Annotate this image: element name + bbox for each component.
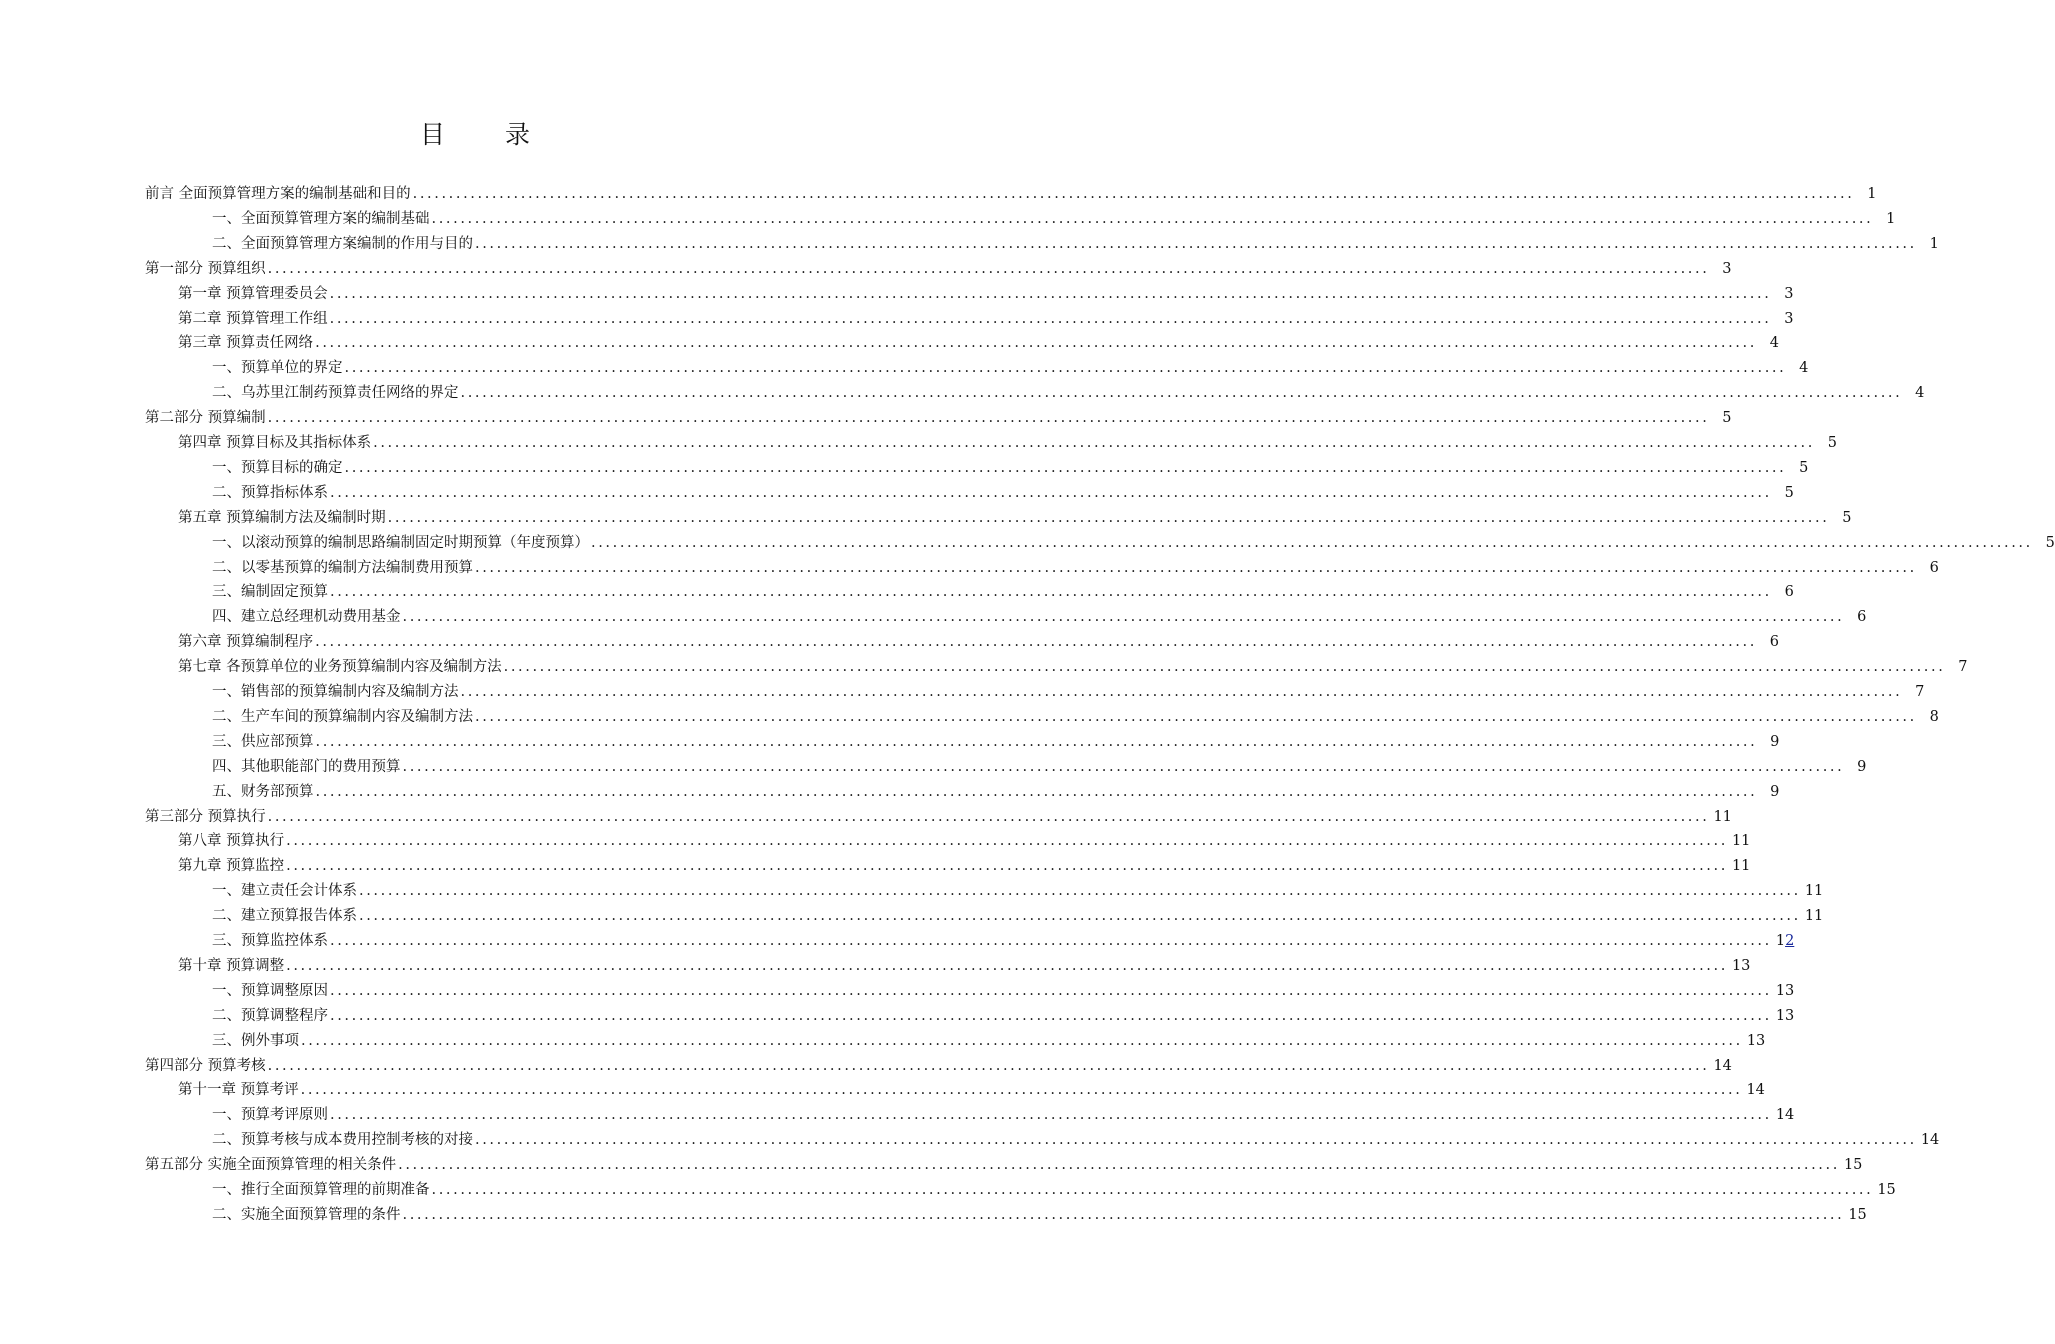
- dot-leader: ........................................................................................................................................................................................................: [267, 260, 1710, 277]
- toc-entry-title: 一、预算目标的确定: [212, 459, 343, 476]
- dot-leader: ........................................................................................................................................................................................................: [330, 584, 1772, 601]
- page-number-text: 4: [1915, 385, 1925, 402]
- page-number-text: 15: [1843, 1157, 1863, 1174]
- toc-page-number: [1776, 1005, 1794, 1027]
- toc-page-number: [2037, 532, 2055, 554]
- toc-page-number: [1848, 1204, 1866, 1226]
- dot-leader: ........................................................................................................................................................................................................: [301, 1032, 1743, 1049]
- toc-entry[interactable]: [145, 407, 1732, 429]
- dot-leader: ........................................................................................................................................................................................................: [286, 858, 1728, 875]
- toc-entry[interactable]: [212, 357, 1809, 379]
- toc-entry[interactable]: [212, 756, 1867, 778]
- toc-entry-title: 二、预算指标体系: [212, 484, 328, 501]
- toc-entry-title: 第四部分 预算考核: [145, 1057, 266, 1074]
- toc-page-number: [1921, 1129, 1939, 1151]
- toc-entry-title: 第八章 预算执行: [178, 833, 285, 850]
- page-number-text: 15: [1848, 1206, 1867, 1223]
- toc-entry[interactable]: [212, 681, 1925, 703]
- toc-entry-title: 第一部分 预算组织: [145, 260, 266, 277]
- toc-entry[interactable]: [212, 532, 2055, 554]
- toc-entry[interactable]: [145, 1154, 1863, 1176]
- dot-leader: ........................................................................................................................................................................................................: [412, 186, 1855, 202]
- dot-leader: ........................................................................................................................................................................................................: [475, 235, 1917, 252]
- dot-leader: ........................................................................................................................................................................................................: [387, 509, 1830, 526]
- page-number-text: 9: [1770, 783, 1780, 800]
- page-number-text: 1: [1775, 933, 1786, 949]
- toc-page-number: [1877, 1179, 1895, 1201]
- toc-entry[interactable]: [178, 432, 1837, 454]
- toc-page-number: [1761, 332, 1779, 354]
- page-number-text: 13: [1731, 957, 1751, 974]
- dot-leader: ........................................................................................................................................................................................................: [267, 808, 1710, 825]
- dot-leader: ........................................................................................................................................................................................................: [330, 933, 1772, 949]
- toc-entry-title: 第十章 预算调整: [178, 957, 285, 974]
- page-number-text: 5: [1842, 509, 1852, 526]
- toc-page-number: [1776, 581, 1794, 603]
- toc-entry[interactable]: [212, 233, 1939, 255]
- page-number-text: 4: [1769, 335, 1779, 352]
- toc-entry-title: 一、建立责任会计体系: [212, 883, 357, 900]
- toc-page-number: [1775, 283, 1793, 305]
- toc-page-number: [1877, 208, 1895, 230]
- dot-leader: ........................................................................................................................................................................................................: [475, 1132, 1917, 1149]
- toc-page-number: [1776, 1104, 1794, 1126]
- toc-page-number: [1713, 258, 1731, 280]
- page-number-text: 14: [1713, 1057, 1732, 1074]
- toc-entry-title: 四、建立总经理机动费用基金: [212, 609, 401, 626]
- page-number-text: 11: [1804, 908, 1824, 925]
- toc-entry[interactable]: [145, 1055, 1732, 1077]
- toc-page-number: [1844, 1154, 1862, 1176]
- toc-entry-title: 一、全面预算管理方案的编制基础: [212, 210, 430, 227]
- toc-page-number: [1732, 955, 1750, 977]
- toc-entry[interactable]: [212, 930, 1795, 952]
- page-number-text: 15: [1877, 1182, 1896, 1198]
- toc-entry[interactable]: [145, 258, 1732, 280]
- dot-leader: ........................................................................................................................................................................................................: [330, 982, 1772, 999]
- toc-entry-title: 第五章 预算编制方法及编制时期: [178, 509, 386, 526]
- toc-entry[interactable]: [212, 1204, 1867, 1226]
- toc-entry-title: 二、实施全面预算管理的条件: [212, 1206, 401, 1223]
- toc-page-number: [1833, 507, 1851, 529]
- page-number-text: 13: [1775, 1007, 1795, 1024]
- toc-page-number: [1921, 557, 1939, 579]
- toc-entry[interactable]: [178, 308, 1794, 330]
- toc-entry[interactable]: [178, 631, 1779, 653]
- toc-entry[interactable]: [212, 581, 1794, 603]
- toc-entry-title: 一、预算单位的界定: [212, 360, 343, 377]
- page-number-text: 5: [2045, 534, 2055, 551]
- dot-leader: ........................................................................................................................................................................................................: [330, 1007, 1772, 1024]
- toc-page-number: [1790, 457, 1808, 479]
- dot-leader: ........................................................................................................................................................................................................: [329, 310, 1772, 327]
- dot-leader: ........................................................................................................................................................................................................: [315, 634, 1757, 651]
- toc-entry[interactable]: [212, 1179, 1896, 1201]
- dot-leader: ........................................................................................................................................................................................................: [330, 1107, 1772, 1124]
- dot-leader: ........................................................................................................................................................................................................: [315, 733, 1758, 750]
- toc-entry-title: 一、推行全面预算管理的前期准备: [212, 1182, 430, 1198]
- toc-entry-title: 二、以零基预算的编制方法编制费用预算: [212, 559, 473, 576]
- page-number-text: 5: [1827, 435, 1837, 451]
- toc-entry-title: 二、全面预算管理方案编制的作用与目的: [212, 235, 473, 252]
- toc-entry-title: 一、以滚动预算的编制思路编制固定时期预算（年度预算）: [212, 534, 589, 551]
- page-number-text: 5: [1722, 410, 1732, 427]
- dot-leader: ........................................................................................................................................................................................................: [398, 1157, 1840, 1174]
- toc-entry-title: 第二章 预算管理工作组: [178, 310, 328, 327]
- toc-entry[interactable]: [212, 1104, 1795, 1126]
- toc-entry[interactable]: [178, 855, 1751, 877]
- page-number-text: 11: [1731, 858, 1751, 875]
- toc-page-number: [1713, 1055, 1731, 1077]
- page-number-text: 7: [1915, 684, 1925, 700]
- page-number-text: 6: [1769, 634, 1779, 651]
- toc-page-number: [1819, 432, 1837, 454]
- page-number-text: 13: [1746, 1032, 1766, 1049]
- page-number-text: 3: [1784, 310, 1794, 327]
- toc-entry[interactable]: [212, 606, 1867, 628]
- toc-entry-title: 第九章 预算监控: [178, 858, 285, 875]
- dot-leader: ........................................................................................................................................................................................................: [402, 609, 1845, 626]
- page-number-text: 9: [1857, 758, 1867, 775]
- page-number-text: 1: [1929, 235, 1939, 252]
- toc-entry-title: 第七章 各预算单位的业务预算编制内容及编制方法: [178, 659, 502, 676]
- dot-leader: ........................................................................................................................................................................................................: [359, 883, 1801, 900]
- toc-entry[interactable]: [178, 830, 1751, 852]
- toc-entry-title: 三、供应部预算: [212, 733, 314, 750]
- dot-leader: ........................................................................................................................................................................................................: [300, 1082, 1743, 1099]
- toc-page-number: [1776, 930, 1794, 952]
- page-number-text: 3: [1722, 260, 1732, 277]
- toc-entry-title: 一、销售部的预算编制内容及编制方法: [212, 684, 459, 700]
- page-number-text: 3: [1784, 285, 1794, 302]
- page-number-text: 11: [1731, 833, 1751, 850]
- page-number-text: 5: [1799, 459, 1809, 476]
- toc-entry[interactable]: [178, 1079, 1765, 1101]
- toc-entry-title: 第十一章 预算考评: [178, 1082, 299, 1099]
- toc-entry[interactable]: [212, 706, 1939, 728]
- toc-entry-title: 三、预算监控体系: [212, 933, 328, 949]
- toc-entry-title: 二、预算调整程序: [212, 1007, 328, 1024]
- toc-page-number: [1858, 183, 1876, 205]
- dot-leader: ........................................................................................................................................................................................................: [286, 833, 1728, 850]
- toc-page-number: [1776, 482, 1794, 504]
- page-number-text: 13: [1775, 982, 1795, 999]
- toc-page-number: [1713, 407, 1731, 429]
- toc-entry[interactable]: [178, 283, 1794, 305]
- toc-entry-title: 第四章 预算目标及其指标体系: [178, 435, 372, 451]
- page-title: 目 录: [420, 120, 556, 149]
- dot-leader: ........................................................................................................................................................................................................: [503, 659, 1946, 676]
- toc-entry-title: 一、预算考评原则: [212, 1107, 328, 1124]
- toc-page-number: [1790, 357, 1808, 379]
- dot-leader: ........................................................................................................................................................................................................: [475, 708, 1917, 725]
- toc-entry-title: 第三部分 预算执行: [145, 808, 266, 825]
- dot-leader: ........................................................................................................................................................................................................: [359, 908, 1801, 925]
- toc-entry-title: 四、其他职能部门的费用预算: [212, 758, 401, 775]
- dot-leader: ........................................................................................................................................................................................................: [402, 1206, 1845, 1223]
- dot-leader: ........................................................................................................................................................................................................: [267, 410, 1710, 427]
- toc-entry-title: 三、例外事项: [212, 1032, 299, 1049]
- page-number-text: 5: [1784, 484, 1794, 501]
- toc-entry[interactable]: [178, 955, 1751, 977]
- toc-page-number: [1805, 905, 1823, 927]
- toc-entry[interactable]: [212, 1129, 1940, 1151]
- toc-page-number: [1906, 382, 1924, 404]
- toc-entry[interactable]: [178, 656, 1968, 678]
- dot-leader: ........................................................................................................................................................................................................: [267, 1057, 1710, 1074]
- toc-entry[interactable]: [178, 507, 1852, 529]
- page-number-text: 11: [1713, 808, 1732, 825]
- toc-page-number: [1776, 980, 1794, 1002]
- toc-entry-title: 第三章 预算责任网络: [178, 335, 314, 352]
- page-number-text: 6: [1857, 609, 1867, 626]
- toc-page-number: [1949, 656, 1967, 678]
- toc-entry[interactable]: [212, 880, 1824, 902]
- toc-page-number: [1732, 855, 1750, 877]
- toc-entry[interactable]: [212, 557, 1939, 579]
- toc-entry[interactable]: [212, 482, 1794, 504]
- dot-leader: ........................................................................................................................................................................................................: [344, 459, 1787, 476]
- toc-page-number: [1732, 830, 1750, 852]
- toc-entry[interactable]: [212, 781, 1780, 803]
- toc-entry-title: 二、预算考核与成本费用控制考核的对接: [212, 1132, 473, 1149]
- toc-entry-title: 一、预算调整原因: [212, 982, 328, 999]
- page-number-text: 4: [1799, 360, 1809, 377]
- toc-entry-title: 前言 全面预算管理方案的编制基础和目的: [145, 186, 411, 202]
- dot-leader: ........................................................................................................................................................................................................: [286, 957, 1728, 974]
- toc-entry[interactable]: [212, 1005, 1795, 1027]
- dot-leader: ........................................................................................................................................................................................................: [330, 484, 1772, 501]
- toc-page-number: [1761, 631, 1779, 653]
- page-number-text: 11: [1804, 883, 1824, 900]
- dot-leader: ........................................................................................................................................................................................................: [315, 783, 1758, 800]
- page-number-text: 1: [1867, 186, 1877, 202]
- toc-page-number: [1921, 233, 1939, 255]
- page-number-text: 6: [1929, 559, 1939, 576]
- page-number-text: 9: [1770, 733, 1780, 750]
- dot-leader: ........................................................................................................................................................................................................: [431, 210, 1874, 227]
- dot-leader: ........................................................................................................................................................................................................: [591, 534, 2033, 551]
- toc-page-number: [1848, 756, 1866, 778]
- toc-entry[interactable]: [212, 1030, 1766, 1052]
- toc-entry-title: 第六章 预算编制程序: [178, 634, 314, 651]
- page-number-link[interactable]: 2: [1785, 933, 1795, 949]
- toc-entry[interactable]: [212, 457, 1809, 479]
- page-number-text: 6: [1784, 584, 1794, 601]
- toc-page-number: [1761, 731, 1779, 753]
- toc-page-number: [1805, 880, 1823, 902]
- toc-entry-title: 二、建立预算报告体系: [212, 908, 357, 925]
- toc-entry[interactable]: [145, 183, 1877, 205]
- page-number-text: 14: [1775, 1107, 1795, 1124]
- dot-leader: ........................................................................................................................................................................................................: [315, 335, 1757, 352]
- toc-entry[interactable]: [178, 332, 1779, 354]
- dot-leader: ........................................................................................................................................................................................................: [475, 559, 1917, 576]
- toc-entry-title: 三、编制固定预算: [212, 584, 328, 601]
- toc-page-number: [1775, 308, 1793, 330]
- toc-entry[interactable]: [212, 382, 1925, 404]
- toc-page-number: [1906, 681, 1924, 703]
- toc-page-number: [1713, 806, 1731, 828]
- toc-entry[interactable]: [212, 905, 1824, 927]
- page-number-text: 8: [1929, 708, 1939, 725]
- toc-page-number: [1761, 781, 1779, 803]
- toc-entry[interactable]: [145, 806, 1732, 828]
- dot-leader: ........................................................................................................................................................................................................: [373, 435, 1815, 451]
- toc-entry-title: 五、财务部预算: [212, 783, 314, 800]
- toc-page-number: [1848, 606, 1866, 628]
- page-number-text: 14: [1920, 1132, 1940, 1149]
- dot-leader: ........................................................................................................................................................................................................: [402, 758, 1845, 775]
- toc-page-number: [1921, 706, 1939, 728]
- dot-leader: ........................................................................................................................................................................................................: [344, 360, 1787, 377]
- toc-entry[interactable]: [212, 208, 1896, 230]
- dot-leader: ........................................................................................................................................................................................................: [460, 385, 1903, 402]
- toc-entry-title: 二、乌苏里江制药预算责任网络的界定: [212, 385, 459, 402]
- toc-entry-title: 二、生产车间的预算编制内容及编制方法: [212, 708, 473, 725]
- page-number-text: 1: [1886, 210, 1896, 227]
- toc-entry[interactable]: [212, 731, 1780, 753]
- dot-leader: ........................................................................................................................................................................................................: [431, 1182, 1874, 1198]
- dot-leader: ........................................................................................................................................................................................................: [329, 285, 1772, 302]
- page-number-text: 7: [1958, 659, 1968, 676]
- dot-leader: ........................................................................................................................................................................................................: [460, 684, 1903, 700]
- toc-page-number: [1746, 1079, 1764, 1101]
- toc-entry-title: 第一章 预算管理委员会: [178, 285, 328, 302]
- toc-entry[interactable]: [212, 980, 1795, 1002]
- page-number-text: 14: [1746, 1082, 1765, 1099]
- toc-page-number: [1747, 1030, 1765, 1052]
- toc-entry-title: 第二部分 预算编制: [145, 410, 266, 427]
- toc-entry-title: 第五部分 实施全面预算管理的相关条件: [145, 1157, 397, 1174]
